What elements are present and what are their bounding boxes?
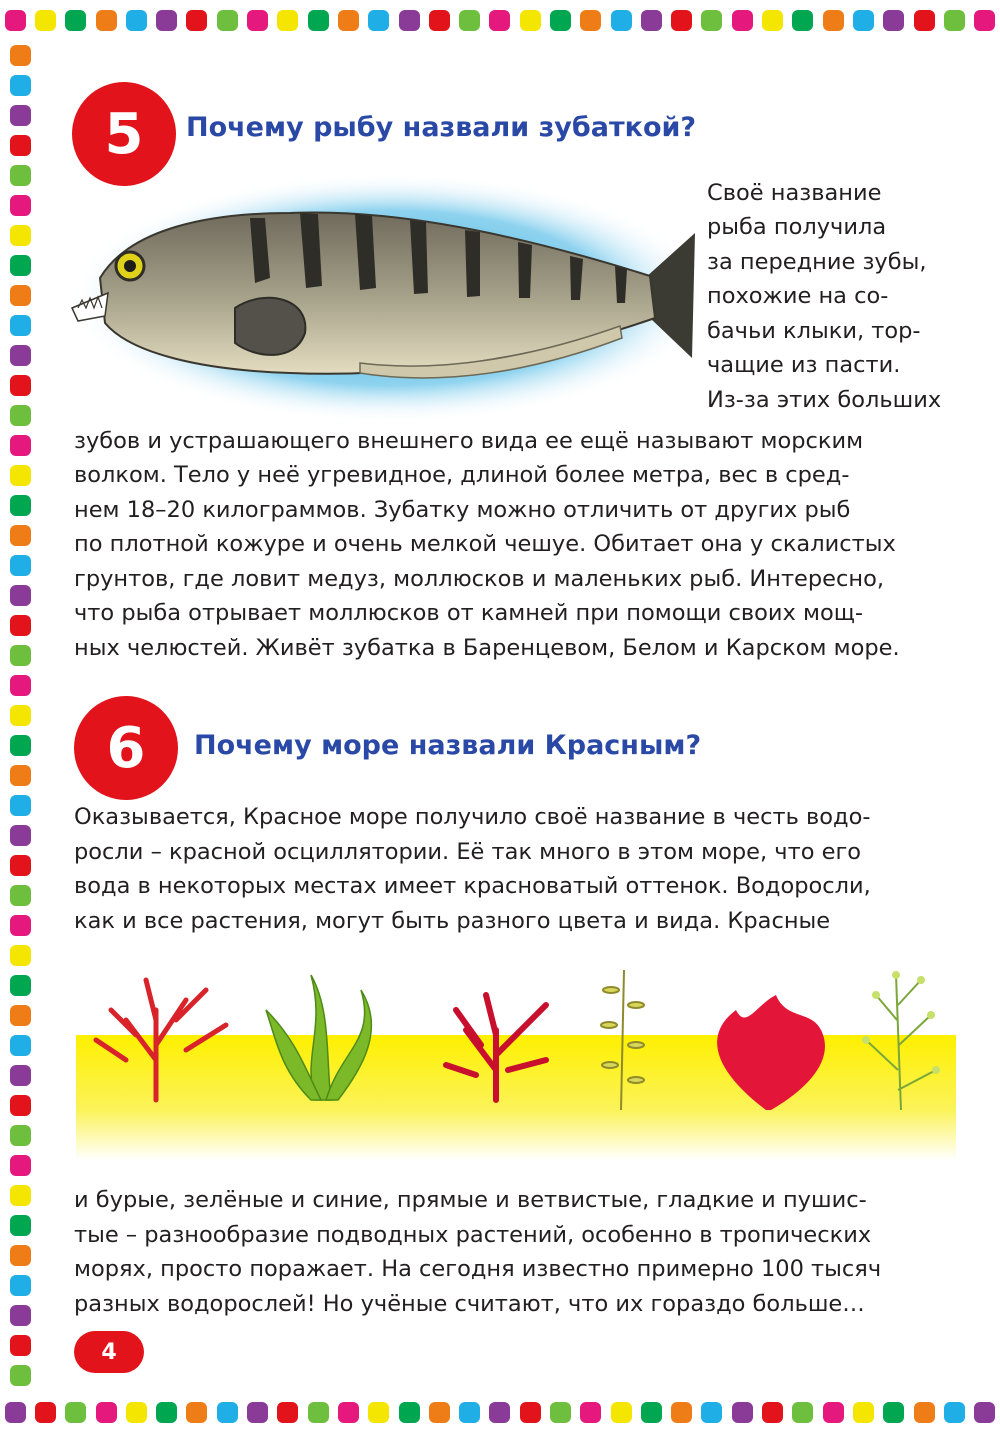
section-5-body-line-2: волком. Тело у неё угревидное, длиной более метра, вес в сред- <box>74 462 850 488</box>
section-5-body-line-7: ных челюстей. Живёт зубатка в Баренцевом, Белом и Карском море. <box>74 635 900 661</box>
section-5-side-line-6: чащие из пасти. <box>707 352 901 378</box>
section-6-line-5: и бурые, зелёные и синие, прямые и ветвистые, гладкие и пушис- <box>74 1187 867 1213</box>
page-number: 4 <box>74 1331 144 1373</box>
section-5-body-line-4: по плотной кожуре и очень мелкой чешуе. Обитает она у скалистых <box>74 531 896 557</box>
section-5-body-line-3: нем 18–20 килограммов. Зубатку можно отличить от других рыб <box>74 497 851 523</box>
section-6-line-2: росли – красной осциллятории. Её так много в этом море, что его <box>74 839 862 865</box>
section-6-line-1: Оказывается, Красное море получило своё название в честь водо- <box>74 804 871 830</box>
section-6-line-8: разных водорослей! Но учёные считают, что их гораздо больше… <box>74 1291 865 1317</box>
section-5-body-line-1: зубов и устрашающего внешнего вида ее ещё называют морским <box>74 428 864 454</box>
section-number-badge-6: 6 <box>74 696 178 800</box>
fish-pupil <box>124 260 136 272</box>
section-6-line-6: тые – разнообразие подводных растений, особенно в тропических <box>74 1222 872 1248</box>
seaweed-illustration <box>76 950 956 1160</box>
section-6-title: Почему море назвали Красным? <box>194 730 702 761</box>
section-6-line-4: как и все растения, могут быть разного цвета и вида. Красные <box>74 908 831 934</box>
section-number-badge-5: 5 <box>72 82 176 186</box>
section-5-side-line-7: Из-за этих больших <box>707 387 942 413</box>
section-5-body-line-5: грунтов, где ловит медуз, моллюсков и маленьких рыб. Интересно, <box>74 566 885 592</box>
section-5-side-line-1: Своё название <box>707 180 882 206</box>
section-5-body-line-6: что рыба отрывает моллюсков от камней при помощи своих мощ- <box>74 600 864 626</box>
section-5-side-line-5: бачьи клыки, тор- <box>707 318 921 344</box>
section-5-side-line-4: похожие на со- <box>707 283 889 309</box>
section-5-side-line-3: за передние зубы, <box>707 249 927 275</box>
wolffish-illustration <box>60 158 700 438</box>
section-5-side-line-2: рыба получила <box>707 214 887 240</box>
fish-pectoral-fin <box>235 298 305 355</box>
section-5-title: Почему рыбу назвали зубаткой? <box>186 112 697 143</box>
section-6-line-3: вода в некоторых местах имеет красноватый оттенок. Водоросли, <box>74 873 871 899</box>
section-6-line-7: морях, просто поражает. На сегодня известно примерно 100 тысяч <box>74 1256 882 1282</box>
